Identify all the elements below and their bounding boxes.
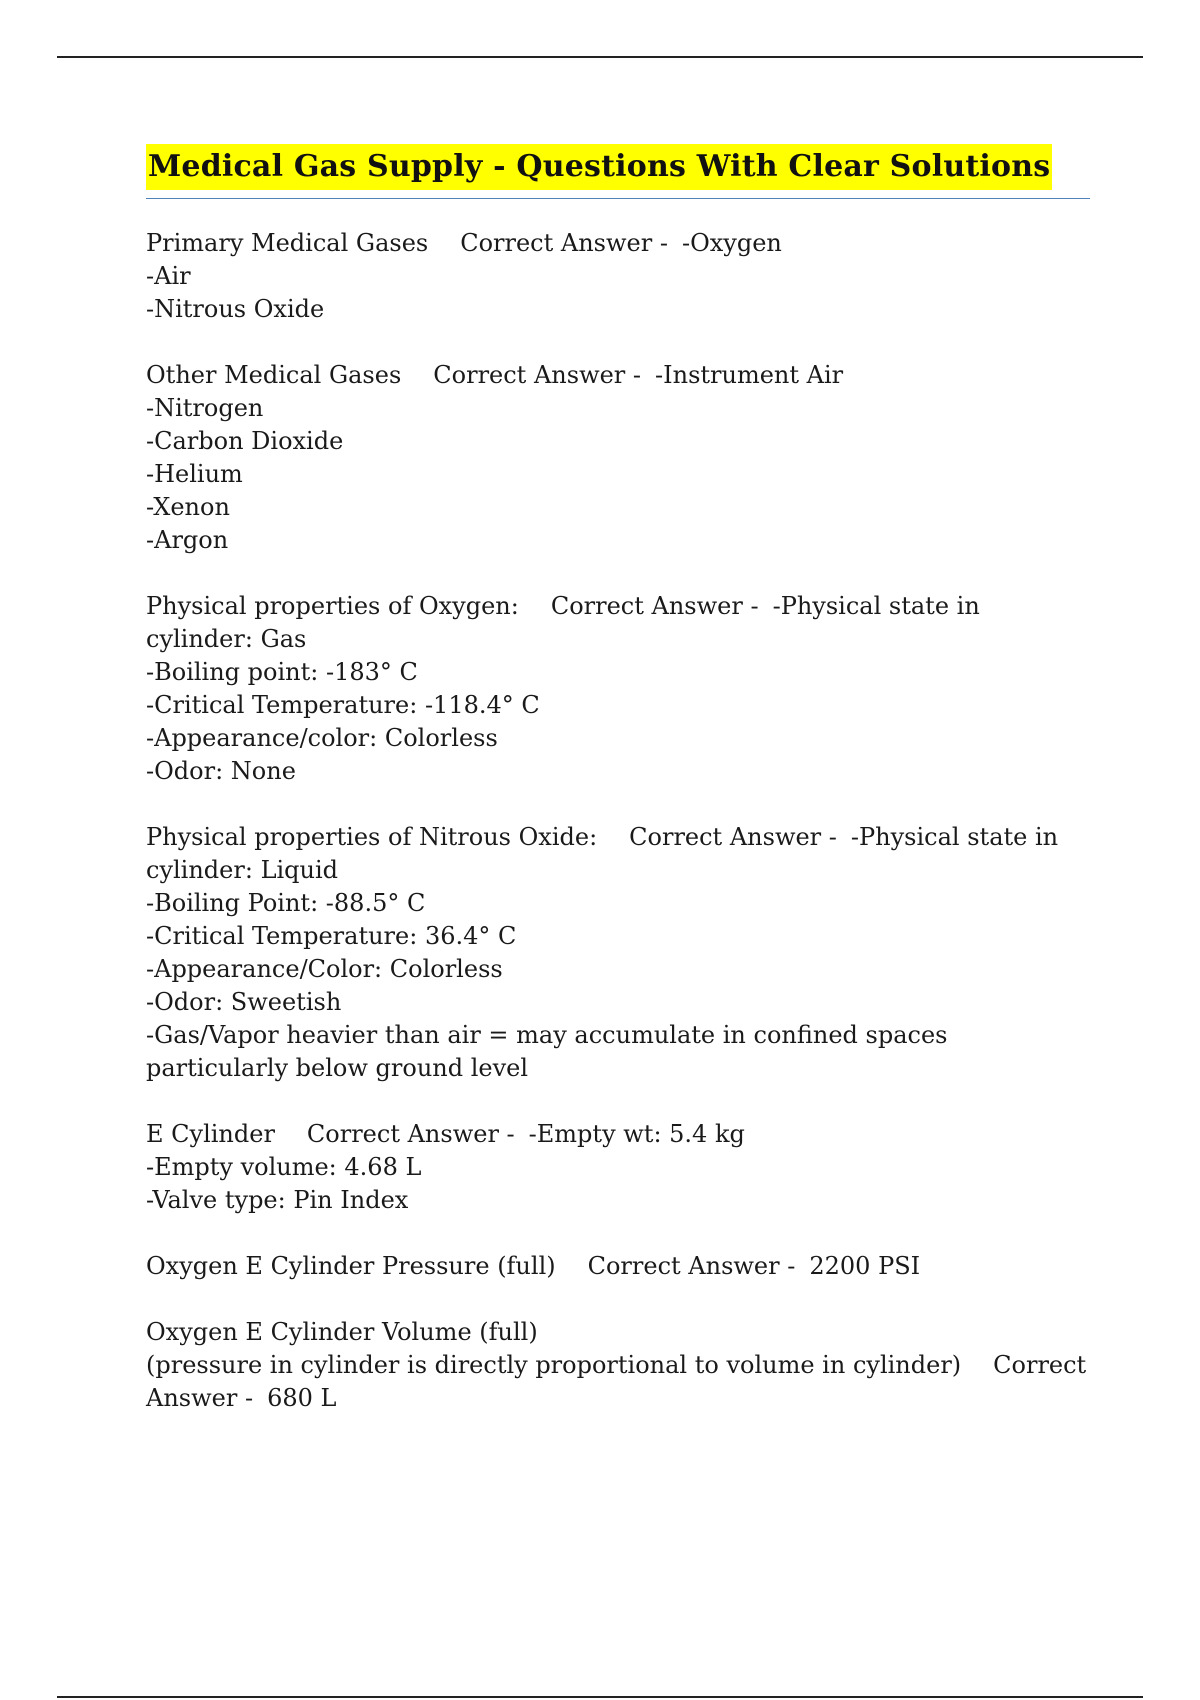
answer-text: 2200 PSI — [809, 1252, 921, 1280]
qa-list — [146, 227, 1090, 1415]
question-text: Physical properties of Nitrous Oxide: — [146, 823, 598, 851]
answer-line: -Xenon — [146, 493, 230, 521]
answer-text: -Oxygen — [681, 229, 782, 257]
qa-first-line — [146, 1316, 1090, 1415]
qa-item — [146, 821, 1090, 1085]
question-text: E Cylinder — [146, 1120, 275, 1148]
answer-line: -Appearance/color: Colorless — [146, 724, 498, 752]
qa-item — [146, 1316, 1090, 1415]
qa-first-line — [146, 821, 1090, 887]
answer-line: -Odor: None — [146, 757, 296, 785]
answer-text: -Physical state in cylinder: Gas — [146, 592, 980, 653]
question-text: Physical properties of Oxygen: — [146, 592, 519, 620]
answer-line: -Critical Temperature: -118.4° C — [146, 691, 540, 719]
correct-answer-label: Correct Answer - — [460, 229, 668, 257]
qa-item — [146, 1250, 1090, 1283]
answer-line: -Boiling Point: -88.5° C — [146, 889, 426, 917]
document-title: Medical Gas Supply - Questions With Clear Solutions — [146, 144, 1052, 190]
qa-first-line — [146, 1250, 1090, 1283]
answer-text: -Instrument Air — [655, 361, 844, 389]
answer-line: -Nitrogen — [146, 394, 264, 422]
answer-line: -Critical Temperature: 36.4° C — [146, 922, 517, 950]
answer-line: -Air — [146, 262, 191, 290]
correct-answer-label: Correct Answer - — [146, 1351, 1087, 1412]
question-text: Oxygen E Cylinder Pressure (full) — [146, 1252, 556, 1280]
top-rule — [57, 56, 1143, 58]
answer-line: -Helium — [146, 460, 243, 488]
answer-line: -Gas/Vapor heavier than air = may accumulate in confined spaces particularly below ground level — [146, 1021, 948, 1082]
answer-line: -Boiling point: -183° C — [146, 658, 418, 686]
correct-answer-label: Correct Answer - — [306, 1120, 515, 1148]
qa-first-line — [146, 1118, 1090, 1151]
answer-text: 680 L — [267, 1384, 337, 1412]
qa-first-line — [146, 227, 1090, 260]
answer-line: -Empty volume: 4.68 L — [146, 1153, 422, 1181]
answer-line: -Valve type: Pin Index — [146, 1186, 409, 1214]
answer-line: -Odor: Sweetish — [146, 988, 342, 1016]
qa-item — [146, 1118, 1090, 1217]
correct-answer-label: Correct Answer - — [433, 361, 642, 389]
question-text: Other Medical Gases — [146, 361, 402, 389]
answer-text: -Empty wt: 5.4 kg — [528, 1120, 745, 1148]
bottom-rule — [57, 1696, 1143, 1698]
question-text: Primary Medical Gases — [146, 229, 429, 257]
qa-first-line — [146, 590, 1090, 656]
qa-first-line — [146, 359, 1090, 392]
title-block — [146, 144, 1090, 199]
correct-answer-label: Correct Answer - — [629, 823, 837, 851]
qa-item — [146, 590, 1090, 788]
answer-line: -Carbon Dioxide — [146, 427, 344, 455]
answer-text: -Physical state in cylinder: Liquid — [146, 823, 1059, 884]
answer-line: -Nitrous Oxide — [146, 295, 325, 323]
answer-line: -Argon — [146, 526, 229, 554]
document-body — [146, 144, 1090, 1448]
correct-answer-label: Correct Answer - — [550, 592, 759, 620]
qa-item — [146, 359, 1090, 557]
correct-answer-label: Correct Answer - — [587, 1252, 796, 1280]
qa-item — [146, 227, 1090, 326]
question-text: Oxygen E Cylinder Volume (full) (pressure in cylinder is directly proportional to volume in cylinder) — [146, 1318, 962, 1379]
answer-line: -Appearance/Color: Colorless — [146, 955, 503, 983]
